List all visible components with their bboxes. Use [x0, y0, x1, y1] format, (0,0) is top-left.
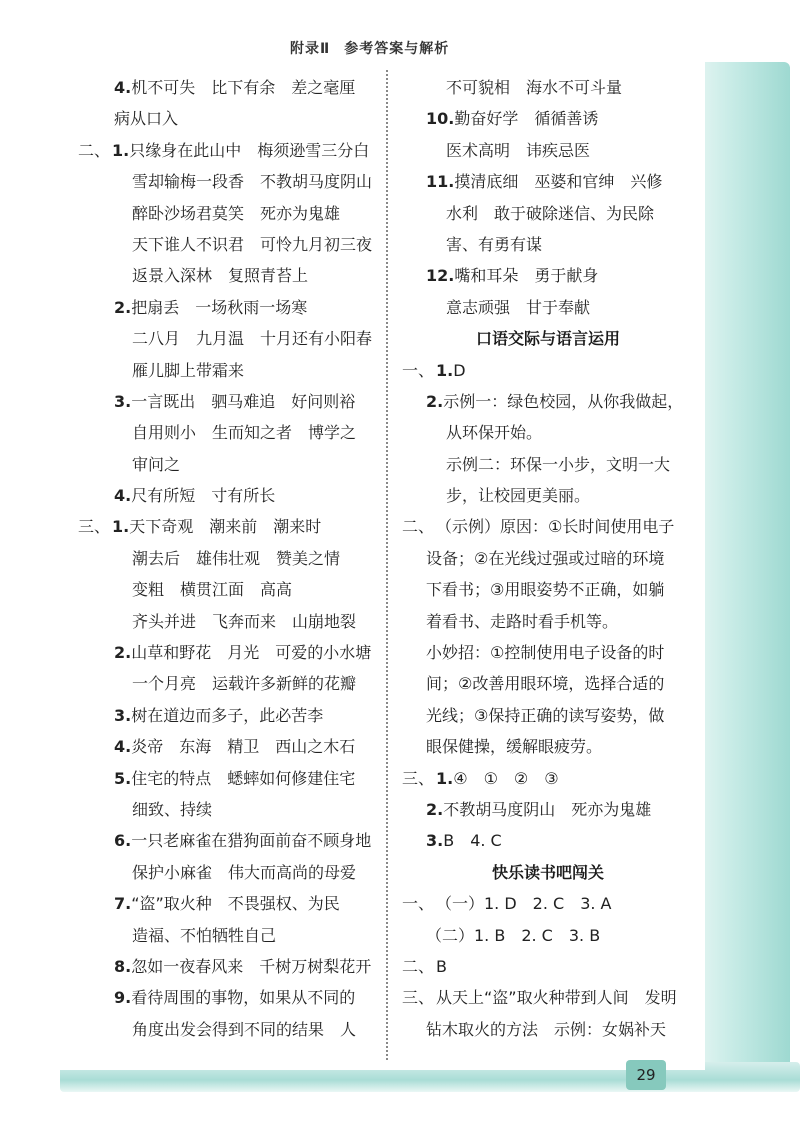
- answer-text: 光线；③保持正确的读写姿势，做: [426, 705, 665, 725]
- right-column: [402, 72, 694, 1045]
- answer-line: [78, 198, 378, 229]
- answer-text: 自用则小 生而知之者 博学之: [132, 423, 357, 443]
- answer-text: 着看书、走路时看手机等。: [426, 611, 619, 631]
- answer-line: [78, 72, 378, 103]
- answer-line: [78, 1014, 378, 1045]
- answer-line: [402, 731, 694, 762]
- answer-text: 不教胡马度阴山 死亦为鬼雄: [443, 799, 652, 819]
- answer-line: [78, 857, 378, 888]
- answer-text: B: [436, 956, 447, 976]
- answer-text: 角度出发会得到不同的结果 人: [132, 1019, 357, 1039]
- answer-text: 勤奋好学 循循善诱: [454, 109, 599, 129]
- answer-text: B 4. C: [443, 831, 502, 851]
- answer-line: [402, 920, 694, 951]
- answer-line: [78, 166, 378, 197]
- answer-text: 雪却输梅一段香 不教胡马度阴山: [132, 172, 373, 192]
- answer-text: 意志顽强 甘于奉献: [446, 297, 591, 317]
- answer-line: [402, 386, 694, 417]
- answer-text: （一）1. D 2. C 3. A: [436, 894, 612, 914]
- answer-text: 造福、不怕牺牲自己: [132, 925, 277, 945]
- header-appendix: 附录Ⅱ: [290, 41, 331, 57]
- answer-text: 快乐读书吧闯关: [491, 862, 604, 882]
- answer-text: 从环保开始。: [446, 423, 543, 443]
- answer-line: [402, 888, 694, 919]
- answer-line: [402, 574, 694, 605]
- section-marker: 二、: [78, 140, 111, 160]
- section-marker: 二、: [402, 956, 435, 976]
- answer-line: [78, 260, 378, 291]
- answer-text: 下看书；③用眼姿势不正确，如躺: [426, 580, 665, 600]
- answer-text: 一个月亮 运载许多新鲜的花瓣: [132, 674, 357, 694]
- item-number: 4.: [114, 78, 132, 97]
- left-column: [78, 72, 378, 1045]
- answer-line: [78, 229, 378, 260]
- answer-line: [402, 794, 694, 825]
- answer-line: [402, 103, 694, 134]
- answer-text: 住宅的特点 蟋蟀如何修建住宅: [131, 768, 356, 788]
- answer-line: [402, 606, 694, 637]
- answer-text: 二八月 九月温 十月还有小阳春: [132, 329, 373, 349]
- item-number: 3.: [426, 831, 444, 851]
- answer-line: [78, 606, 378, 637]
- section-marker: 三、: [402, 988, 435, 1008]
- answer-text: 潮去后 雄伟壮观 赞美之情: [132, 548, 341, 568]
- answer-text: “盗”取火种 不畏强权、为民: [131, 894, 340, 914]
- answer-text: 炎帝 东海 精卫 西山之木石: [131, 737, 356, 757]
- answer-line: [78, 417, 378, 448]
- answer-line: [402, 668, 694, 699]
- answer-line: [78, 920, 378, 951]
- answer-text: 嘴和耳朵 勇于献身: [454, 266, 599, 286]
- section-marker: 一、: [402, 360, 435, 380]
- item-number: 7.: [114, 894, 132, 914]
- answer-line: [78, 103, 378, 134]
- answer-line: [78, 292, 378, 323]
- answer-text: 病从口入: [114, 109, 179, 129]
- item-number: 1.: [436, 768, 454, 788]
- answer-line: [78, 386, 378, 417]
- answer-text: 间；②改善用眼环境，选择合适的: [426, 674, 665, 694]
- answer-line: [78, 794, 378, 825]
- page-edge-decoration: [690, 62, 790, 1072]
- answer-text: 设备；②在光线过强或过暗的环境: [426, 548, 665, 568]
- answer-line: [78, 135, 378, 166]
- answer-line: [78, 700, 378, 731]
- answer-line: [402, 543, 694, 574]
- answer-text: 细致、持续: [132, 799, 213, 819]
- item-number: 1.: [112, 517, 130, 537]
- answer-text: 山草和野花 月光 可爱的小水塘: [131, 643, 372, 663]
- answer-text: 变粗 横贯江面 高高: [132, 580, 293, 600]
- answer-text: 看待周围的事物，如果从不同的: [131, 988, 356, 1008]
- answer-text: 返景入深林 复照青苔上: [132, 266, 309, 286]
- answer-text: 示例二：环保一小步，文明一大: [446, 454, 671, 474]
- answer-line: [78, 574, 378, 605]
- answer-line: [402, 417, 694, 448]
- answer-text: 害、有勇有谋: [446, 234, 543, 254]
- item-number: 2.: [114, 643, 132, 663]
- answer-line: [78, 323, 378, 354]
- item-number: 4.: [114, 486, 132, 506]
- answer-text: 一只老麻雀在猎狗面前奋不顾身地: [131, 831, 372, 851]
- item-number: 2.: [114, 297, 132, 317]
- item-number: 12.: [426, 266, 455, 286]
- answer-text: 审问之: [132, 454, 181, 474]
- answer-text: 水利 敢于破除迷信、为民除: [446, 203, 655, 223]
- answer-line: [402, 511, 694, 542]
- section-marker: 三、: [402, 768, 435, 788]
- answer-text: 醉卧沙场君莫笑 死亦为鬼雄: [132, 203, 341, 223]
- answer-text: 把扇丢 一场秋雨一场寒: [131, 297, 308, 317]
- answer-line: [402, 260, 694, 291]
- answer-line: [78, 480, 378, 511]
- page-header: [290, 38, 449, 58]
- answer-line: [78, 951, 378, 982]
- page-number: 29: [626, 1060, 666, 1090]
- answer-line: [402, 1014, 694, 1045]
- answer-line: [78, 668, 378, 699]
- item-number: 6.: [114, 831, 132, 851]
- answer-text: D: [453, 360, 466, 380]
- section-marker: 一、: [402, 894, 435, 914]
- column-divider: [386, 70, 388, 1060]
- section-title: [402, 323, 694, 354]
- answer-line: [78, 982, 378, 1013]
- item-number: 11.: [426, 172, 455, 192]
- section-marker: 二、: [402, 517, 435, 537]
- answer-line: [402, 198, 694, 229]
- answer-text: 示例一：绿色校园，从你我做起，: [443, 391, 684, 411]
- answer-text: 天下奇观 潮来前 潮来时: [129, 517, 322, 537]
- answer-text: 机不可失 比下有余 差之毫厘: [131, 78, 356, 97]
- answer-text: 步，让校园更美丽。: [446, 486, 591, 506]
- answer-text: 保护小麻雀 伟大而高尚的母爱: [132, 862, 357, 882]
- answer-text: （二）1. B 2. C 3. B: [426, 925, 601, 945]
- answer-text: 钻木取火的方法 示例：女娲补天: [426, 1019, 667, 1039]
- item-number: 3.: [114, 705, 132, 725]
- answer-text: 从天上“盗”取火种带到人间 发明: [436, 988, 677, 1008]
- answer-text: 医术高明 讳疾忌医: [446, 140, 591, 160]
- answer-line: [402, 135, 694, 166]
- header-title: 参考答案与解析: [344, 41, 450, 57]
- item-number: 1.: [112, 140, 130, 160]
- item-number: 8.: [114, 956, 132, 976]
- answer-line: [78, 449, 378, 480]
- answer-line: [402, 166, 694, 197]
- answer-line: [78, 637, 378, 668]
- answer-text: 天下谁人不识君 可怜九月初三夜: [132, 234, 373, 254]
- answer-text: 小妙招：①控制使用电子设备的时: [426, 643, 665, 663]
- item-number: 1.: [436, 360, 454, 380]
- item-number: 10.: [426, 109, 455, 129]
- answer-text: 尺有所短 寸有所长: [131, 486, 276, 506]
- answer-text: （示例）原因：①长时间使用电子: [436, 517, 675, 537]
- answer-line: [402, 229, 694, 260]
- answer-line: [402, 637, 694, 668]
- answer-line: [402, 982, 694, 1013]
- answer-line: [402, 763, 694, 794]
- answer-line: [78, 763, 378, 794]
- item-number: 2.: [426, 799, 444, 819]
- answer-line: [402, 292, 694, 323]
- answer-line: [78, 825, 378, 856]
- answer-text: 齐头并进 飞奔而来 山崩地裂: [132, 611, 357, 631]
- answer-text: 一言既出 驷马难追 好问则裕: [131, 391, 356, 411]
- answer-line: [78, 543, 378, 574]
- answer-text: 不可貌相 海水不可斗量: [446, 78, 623, 97]
- answer-line: [78, 888, 378, 919]
- item-number: 2.: [426, 391, 444, 411]
- answer-line: [78, 511, 378, 542]
- answer-text: ④ ① ② ③: [453, 768, 559, 788]
- answer-text: 雁儿脚上带霜来: [132, 360, 245, 380]
- answer-line: [78, 355, 378, 386]
- answer-text: 树在道边而多子，此必苦李: [131, 705, 324, 725]
- section-title: [402, 857, 694, 888]
- answer-text: 眼保健操，缓解眼疲劳。: [426, 737, 603, 757]
- answer-line: [402, 480, 694, 511]
- answer-line: [402, 700, 694, 731]
- item-number: 5.: [114, 768, 132, 788]
- answer-text: 忽如一夜春风来 千树万树梨花开: [131, 956, 372, 976]
- answer-text: 口语交际与语言运用: [475, 329, 620, 349]
- item-number: 9.: [114, 988, 132, 1008]
- item-number: 4.: [114, 737, 132, 757]
- answer-line: [402, 951, 694, 982]
- section-marker: 三、: [78, 517, 111, 537]
- answer-line: [402, 449, 694, 480]
- answer-line: [402, 72, 694, 103]
- answer-line: [78, 731, 378, 762]
- answer-line: [402, 825, 694, 856]
- answer-text: 摸清底细 巫婆和官绅 兴修: [454, 172, 663, 192]
- item-number: 3.: [114, 391, 132, 411]
- answer-text: 只缘身在此山中 梅须逊雪三分白: [129, 140, 370, 160]
- answer-line: [402, 355, 694, 386]
